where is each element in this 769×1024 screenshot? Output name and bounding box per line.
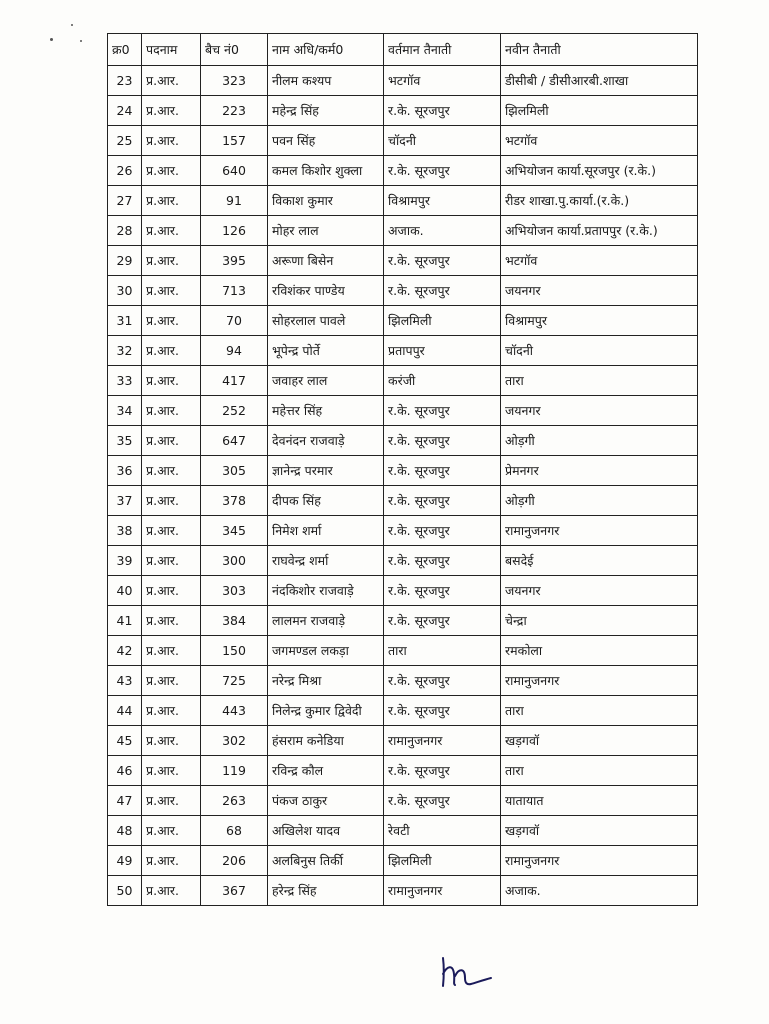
table-row [108,576,698,606]
table-row [108,516,698,546]
cell-name: जगमण्डल लकड़ा [268,636,384,666]
cell-badge-no: 126 [201,216,268,246]
cell-current-posting: र.के. सूरजपुर [384,516,501,546]
cell-new-posting: खड़गवॉ [501,726,698,756]
table-row [108,186,698,216]
cell-current-posting: प्रतापपुर [384,336,501,366]
cell-rank: प्र.आर. [142,186,201,216]
cell-serial-no: 44 [108,696,142,726]
cell-name: अरूणा बिसेन [268,246,384,276]
cell-name: विकाश कुमार [268,186,384,216]
cell-name: रविशंकर पाण्डेय [268,276,384,306]
cell-rank: प्र.आर. [142,246,201,276]
cell-rank: प्र.आर. [142,756,201,786]
cell-serial-no: 23 [108,66,142,96]
cell-serial-no: 25 [108,126,142,156]
scan-speck [50,38,53,41]
cell-badge-no: 640 [201,156,268,186]
cell-rank: प्र.आर. [142,726,201,756]
cell-name: देवनंदन राजवाड़े [268,426,384,456]
table-row [108,726,698,756]
transfer-roster-table [107,33,698,906]
cell-serial-no: 28 [108,216,142,246]
cell-serial-no: 27 [108,186,142,216]
cell-new-posting: प्रेमनगर [501,456,698,486]
cell-serial-no: 38 [108,516,142,546]
cell-badge-no: 713 [201,276,268,306]
cell-name: पंकज ठाकुर [268,786,384,816]
cell-rank: प्र.आर. [142,156,201,186]
table-body [108,66,698,906]
cell-name: निलेन्द्र कुमार द्विवेदी [268,696,384,726]
cell-new-posting: चेन्द्रा [501,606,698,636]
cell-badge-no: 725 [201,666,268,696]
table-row [108,456,698,486]
cell-name: भूपेन्द्र पोर्ते [268,336,384,366]
cell-badge-no: 302 [201,726,268,756]
cell-new-posting: जयनगर [501,396,698,426]
cell-rank: प्र.आर. [142,486,201,516]
cell-new-posting: भटगॉव [501,246,698,276]
cell-serial-no: 47 [108,786,142,816]
cell-current-posting: रेवटी [384,816,501,846]
cell-badge-no: 323 [201,66,268,96]
cell-badge-no: 367 [201,876,268,906]
cell-name: अलबिनुस तिर्की [268,846,384,876]
cell-badge-no: 206 [201,846,268,876]
cell-badge-no: 345 [201,516,268,546]
cell-current-posting: र.के. सूरजपुर [384,786,501,816]
header-serial-no: क्र0 [108,34,142,66]
cell-rank: प्र.आर. [142,66,201,96]
cell-rank: प्र.आर. [142,96,201,126]
table-row [108,396,698,426]
table-row [108,696,698,726]
header-rank: पदनाम [142,34,201,66]
cell-badge-no: 157 [201,126,268,156]
cell-serial-no: 42 [108,636,142,666]
cell-badge-no: 252 [201,396,268,426]
cell-current-posting: र.के. सूरजपुर [384,96,501,126]
table-row [108,546,698,576]
cell-serial-no: 26 [108,156,142,186]
cell-new-posting: अजाक. [501,876,698,906]
table-row [108,426,698,456]
cell-new-posting: रामानुजनगर [501,516,698,546]
cell-name: पवन सिंह [268,126,384,156]
cell-serial-no: 48 [108,816,142,846]
cell-current-posting: करंजी [384,366,501,396]
table-row [108,756,698,786]
cell-new-posting: भटगॉव [501,126,698,156]
cell-new-posting: जयनगर [501,576,698,606]
cell-serial-no: 36 [108,456,142,486]
cell-current-posting: विश्रामपुर [384,186,501,216]
scan-speck [80,40,82,42]
cell-new-posting: ओड़गी [501,486,698,516]
cell-name: हंसराम कनेडिया [268,726,384,756]
cell-rank: प्र.आर. [142,456,201,486]
cell-serial-no: 35 [108,426,142,456]
cell-rank: प्र.आर. [142,426,201,456]
cell-current-posting: भटगॉव [384,66,501,96]
table-row [108,486,698,516]
cell-current-posting: र.के. सूरजपुर [384,426,501,456]
cell-current-posting: झिलमिली [384,306,501,336]
table-header-row [108,34,698,66]
cell-serial-no: 29 [108,246,142,276]
cell-name: महेत्तर सिंह [268,396,384,426]
cell-name: महेन्द्र सिंह [268,96,384,126]
cell-badge-no: 300 [201,546,268,576]
cell-name: नीलम कश्यप [268,66,384,96]
cell-name: रविन्द्र कौल [268,756,384,786]
cell-rank: प्र.आर. [142,606,201,636]
cell-badge-no: 70 [201,306,268,336]
cell-new-posting: रामानुजनगर [501,846,698,876]
cell-name: अखिलेश यादव [268,816,384,846]
cell-serial-no: 45 [108,726,142,756]
cell-new-posting: ओड़गी [501,426,698,456]
cell-new-posting: रामानुजनगर [501,666,698,696]
header-badge-no: बैच नं0 [201,34,268,66]
cell-name: सोहरलाल पावले [268,306,384,336]
cell-serial-no: 32 [108,336,142,366]
cell-badge-no: 647 [201,426,268,456]
cell-new-posting: डीसीबी / डीसीआरबी.शाखा [501,66,698,96]
cell-rank: प्र.आर. [142,636,201,666]
cell-name: राघवेन्द्र शर्मा [268,546,384,576]
cell-current-posting: र.के. सूरजपुर [384,156,501,186]
cell-current-posting: र.के. सूरजपुर [384,246,501,276]
cell-serial-no: 50 [108,876,142,906]
cell-current-posting: अजाक. [384,216,501,246]
cell-serial-no: 41 [108,606,142,636]
cell-new-posting: जयनगर [501,276,698,306]
cell-rank: प्र.आर. [142,846,201,876]
cell-rank: प्र.आर. [142,786,201,816]
table-row [108,306,698,336]
cell-serial-no: 49 [108,846,142,876]
table-row [108,636,698,666]
cell-serial-no: 40 [108,576,142,606]
table-row [108,96,698,126]
cell-current-posting: झिलमिली [384,846,501,876]
cell-serial-no: 39 [108,546,142,576]
cell-rank: प्र.आर. [142,306,201,336]
cell-new-posting: अभियोजन कार्या.प्रतापपुर (र.के.) [501,216,698,246]
cell-name: नरेन्द्र मिश्रा [268,666,384,696]
cell-current-posting: र.के. सूरजपुर [384,576,501,606]
cell-serial-no: 34 [108,396,142,426]
cell-badge-no: 395 [201,246,268,276]
cell-name: लालमन राजवाड़े [268,606,384,636]
cell-current-posting: चॉदनी [384,126,501,156]
cell-rank: प्र.आर. [142,276,201,306]
cell-badge-no: 150 [201,636,268,666]
cell-rank: प्र.आर. [142,816,201,846]
cell-name: जवाहर लाल [268,366,384,396]
table-row [108,846,698,876]
cell-badge-no: 94 [201,336,268,366]
header-new-posting: नवीन तैनाती [501,34,698,66]
cell-rank: प्र.आर. [142,366,201,396]
cell-badge-no: 384 [201,606,268,636]
cell-new-posting: अभियोजन कार्या.सूरजपुर (र.के.) [501,156,698,186]
table-row [108,276,698,306]
cell-current-posting: र.के. सूरजपुर [384,606,501,636]
cell-name: दीपक सिंह [268,486,384,516]
header-current-posting: वर्तमान तैनाती [384,34,501,66]
cell-badge-no: 378 [201,486,268,516]
cell-current-posting: र.के. सूरजपुर [384,666,501,696]
cell-current-posting: तारा [384,636,501,666]
cell-badge-no: 443 [201,696,268,726]
cell-badge-no: 223 [201,96,268,126]
cell-new-posting: तारा [501,756,698,786]
scan-speck [71,24,73,26]
cell-name: निमेश शर्मा [268,516,384,546]
cell-new-posting: खड़गवॉ [501,816,698,846]
table-row [108,816,698,846]
table-row [108,66,698,96]
cell-rank: प्र.आर. [142,396,201,426]
cell-new-posting: चॉदनी [501,336,698,366]
table-row [108,156,698,186]
table-row [108,666,698,696]
cell-serial-no: 46 [108,756,142,786]
cell-current-posting: रामानुजनगर [384,876,501,906]
cell-rank: प्र.आर. [142,216,201,246]
handwritten-signature-icon [437,952,497,992]
cell-badge-no: 119 [201,756,268,786]
cell-new-posting: झिलमिली [501,96,698,126]
cell-badge-no: 68 [201,816,268,846]
table-row [108,366,698,396]
cell-rank: प्र.आर. [142,576,201,606]
cell-rank: प्र.आर. [142,336,201,366]
cell-current-posting: र.के. सूरजपुर [384,276,501,306]
cell-current-posting: र.के. सूरजपुर [384,696,501,726]
cell-badge-no: 91 [201,186,268,216]
cell-serial-no: 30 [108,276,142,306]
cell-badge-no: 417 [201,366,268,396]
cell-current-posting: र.के. सूरजपुर [384,396,501,426]
cell-current-posting: र.के. सूरजपुर [384,486,501,516]
cell-serial-no: 31 [108,306,142,336]
cell-rank: प्र.आर. [142,126,201,156]
cell-serial-no: 33 [108,366,142,396]
cell-badge-no: 263 [201,786,268,816]
table-row [108,786,698,816]
cell-current-posting: रामानुजनगर [384,726,501,756]
cell-name: नंदकिशोर राजवाड़े [268,576,384,606]
cell-serial-no: 43 [108,666,142,696]
cell-current-posting: र.के. सूरजपुर [384,546,501,576]
cell-new-posting: तारा [501,696,698,726]
cell-badge-no: 305 [201,456,268,486]
table-row [108,606,698,636]
cell-new-posting: विश्रामपुर [501,306,698,336]
cell-current-posting: र.के. सूरजपुर [384,756,501,786]
cell-name: ज्ञानेन्द्र परमार [268,456,384,486]
cell-new-posting: रीडर शाखा.पु.कार्या.(र.के.) [501,186,698,216]
cell-name: हरेन्द्र सिंह [268,876,384,906]
cell-serial-no: 37 [108,486,142,516]
table-row [108,126,698,156]
cell-current-posting: र.के. सूरजपुर [384,456,501,486]
cell-name: मोहर लाल [268,216,384,246]
header-name: नाम अधि/कर्म0 [268,34,384,66]
cell-rank: प्र.आर. [142,696,201,726]
cell-new-posting: तारा [501,366,698,396]
cell-rank: प्र.आर. [142,546,201,576]
cell-badge-no: 303 [201,576,268,606]
cell-rank: प्र.आर. [142,876,201,906]
cell-name: कमल किशोर शुक्ला [268,156,384,186]
cell-serial-no: 24 [108,96,142,126]
cell-rank: प्र.आर. [142,666,201,696]
table-row [108,246,698,276]
table-row [108,876,698,906]
cell-rank: प्र.आर. [142,516,201,546]
cell-new-posting: बसदेई [501,546,698,576]
cell-new-posting: यातायात [501,786,698,816]
table-row [108,216,698,246]
cell-new-posting: रमकोला [501,636,698,666]
table-row [108,336,698,366]
